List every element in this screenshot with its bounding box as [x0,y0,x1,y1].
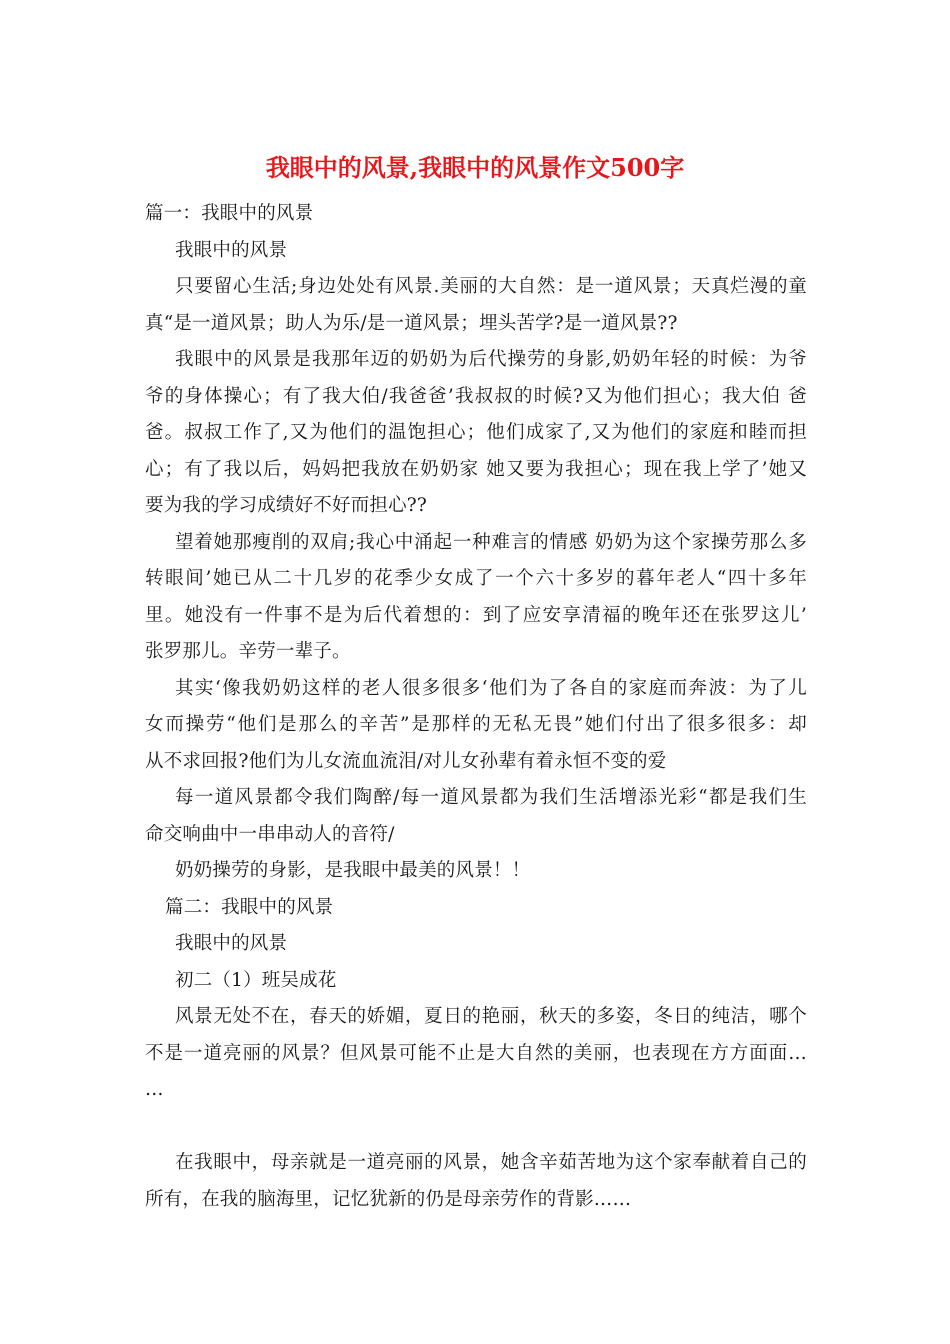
text-line: 篇一：我眼中的风景 [145,203,314,224]
text-line: … [145,1079,164,1100]
text-line: 篇二：我眼中的风景 [165,896,334,918]
text-line: 转眼间’她已从二十几岁的花季少女成了一个六十多岁的暮年老人“四十多年 [145,568,807,589]
text-line: 爸。叔叔工作了,又为他们的温饱担心；他们成家了,又为他们的家庭和睦而担 [145,422,807,443]
text-line: 风景无处不在，春天的娇媚，夏日的艳丽，秋天的多姿，冬日的纯洁，哪个 [175,1006,807,1027]
text-line: 心；有了我以后，妈妈把我放在奶奶家 她又要为我担心；现在我上学了’她又 [145,458,807,480]
text-line: 真“是一道风景；助人为乐/是一道风景；埋头苦学?是一道风景?? [145,312,678,334]
text-line: 要为我的学习成绩好不好而担心?? [145,495,428,516]
text-line: 其实‘像我奶奶这样的老人很多很多‘他们为了各自的家庭而奔波：为了儿 [175,677,807,699]
text-line: 张罗那儿。辛劳一辈子。 [145,641,351,662]
text-line: 不是一道亮丽的风景？但风景可能不止是大自然的美丽，也表现在方方面面… [145,1042,807,1064]
text-line: 我眼中的风景是我那年迈的奶奶为后代操劳的身影,奶奶年轻的时候：为爷 [175,349,807,370]
text-line: 从不求回报?他们为儿女流血流泪/对儿女孙辈有着永恒不变的爱 [145,750,667,772]
text-line: 我眼中的风景 [175,933,288,954]
text-line: 爷的身体操心；有了我大伯/我爸爸’我叔叔的时候?又为他们担心；我大伯 爸 [145,385,807,407]
text-line: 我眼中的风景 [175,239,288,261]
document-title: 我眼中的风景,我眼中的风景作文500字 [265,153,685,182]
text-line [145,1109,807,1146]
text-line: 在我眼中，母亲就是一道亮丽的风景，她含辛茹苦地为这个家奉献着自己的 [175,1152,807,1173]
text-line: 奶奶操劳的身影，是我眼中最美的风景！！ [175,860,531,881]
text-line: 命交响曲中一串串动人的音符/ [145,823,395,845]
text-line: 所有，在我的脑海里，记忆犹新的仍是母亲劳作的背影…… [145,1188,632,1210]
document-body [145,196,807,1218]
text-line: 里。她没有一件事不是为后代着想的：到了应安享清福的晚年还在张罗这儿’ [145,604,807,626]
text-line: 每一道风景都令我们陶醉/每一道风景都为我们生活增添光彩“都是我们生 [175,787,807,808]
text-line: 初二（1）班吴成花 [175,969,337,991]
text-line: 望着她那瘦削的双肩;我心中涌起一种难言的情感 奶奶为这个家操劳那么多 [175,531,807,553]
text-line: 女而操劳“他们是那么的辛苦”是那样的无私无畏”她们付出了很多很多：却 [145,714,807,735]
text-line: 只要留心生活;身边处处有风景.美丽的大自然：是一道风景；天真烂漫的童 [175,276,807,297]
